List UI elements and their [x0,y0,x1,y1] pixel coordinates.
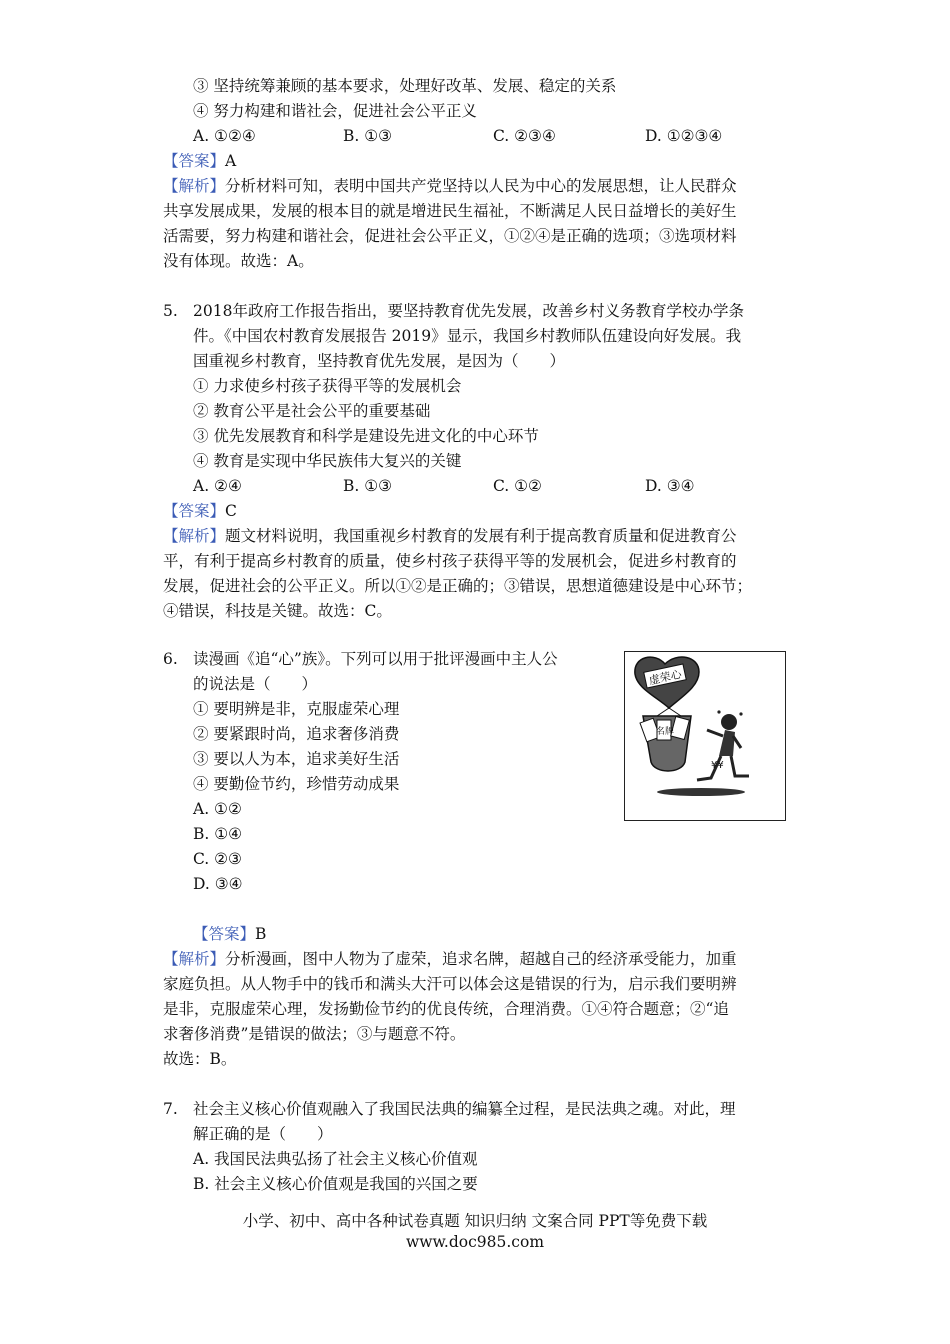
q5-item-4: ④ 教育是实现中华民族伟大复兴的关键 [193,452,462,470]
q6-answer [193,923,266,945]
q5-stem-2: 件。《中国农村教育发展报告 2019》显示，我国乡村教师队伍建设向好发展。我 [193,327,742,345]
q4-analysis-line-1 [163,175,737,197]
q6-analysis-line-5: 故选：B。 [163,1050,237,1068]
answer-value: A [225,152,237,170]
q6-analysis-line-2: 家庭负担。从人物手中的钱币和满头大汗可以体会这是错误的行为，启示我们要明辨 [163,975,737,993]
q4-option-c: C. ②③④ [493,127,556,145]
q5-option-a: A. ②④ [193,477,242,495]
analysis-text: 分析材料可知，表明中国共产党坚持以人民为中心的发展思想，让人民群众 [225,177,737,195]
answer-tag: 【答案】 [193,925,256,943]
q6-stem-2: 的说法是（ ） [193,675,318,693]
q6-analysis-line-3: 是非，克服虚荣心理，发扬勤俭节约的优良传统，合理消费。①④符合题意；②“追 [163,1000,729,1018]
q5-item-3: ③ 优先发展教育和科学是建设先进文化的中心环节 [193,427,539,445]
q7-stem-2: 解正确的是（ ） [193,1125,333,1143]
q6-analysis-line-1 [163,948,737,970]
answer-tag: 【答案】 [163,152,226,170]
q4-option-b: B. ①③ [343,127,393,145]
q6-option-d: D. ③④ [193,875,243,893]
analysis-text: 分析漫画，图中人物为了虚荣，追求名牌，超越自己的经济承受能力，加重 [225,950,737,968]
analysis-tag: 【解析】 [163,950,226,968]
analysis-tag: 【解析】 [163,527,226,545]
analysis-text: 题文材料说明，我国重视乡村教育的发展有利于提高教育质量和促进教育公 [225,527,737,545]
answer-tag: 【答案】 [163,502,226,520]
q6-analysis-line-4: 求奢侈消费”是错误的做法；③与题意不符。 [163,1025,466,1043]
q6-option-a: A. ①② [193,800,242,818]
cartoon-bag-text: 名牌 [655,727,675,737]
footer-line-1: 小学、初中、高中各种试卷真题 知识归纳 文案合同 PPT等免费下载 [242,1212,708,1230]
cartoon-heart-text: 虚荣心 [647,667,683,688]
q4-option-d: D. ①②③④ [645,127,723,145]
q5-number: 5. [163,302,178,320]
q6-option-c: C. ②③ [193,850,242,868]
q5-answer [163,500,237,522]
q7-stem-1: 社会主义核心价值观融入了我国民法典的编纂全过程，是民法典之魂。对此，理 [193,1100,736,1118]
analysis-tag: 【解析】 [163,177,226,195]
q5-item-2: ② 教育公平是社会公平的重要基础 [193,402,431,420]
q5-analysis-line-3: 发展，促进社会的公平正义。所以①②是正确的；③错误，思想道德建设是中心环节； [163,577,753,595]
q6-item-2: ② 要紧跟时尚，追求奢侈消费 [193,725,400,743]
q5-item-1: ① 力求使乡村孩子获得平等的发展机会 [193,377,462,395]
q5-analysis-line-1 [163,525,737,547]
q6-item-1: ① 要明辨是非，克服虚荣心理 [193,700,400,718]
q7-option-b: B. 社会主义核心价值观是我国的兴国之要 [193,1175,478,1193]
q5-option-c: C. ①② [493,477,542,495]
q7-number: 7. [163,1100,178,1118]
q5-option-d: D. ③④ [645,477,695,495]
q6-item-4: ④ 要勤俭节约，珍惜劳动成果 [193,775,400,793]
q5-analysis-line-2: 平，有利于提高乡村教育的质量，使乡村孩子获得平等的发展机会，促进乡村教育的 [163,552,737,570]
q4-analysis-line-3: 活需要，努力构建和谐社会，促进社会公平正义，①②④是正确的选项；③选项材料 [163,227,737,245]
q5-analysis-line-4: ④错误，科技是关键。故选：C。 [163,602,392,620]
q5-option-b: B. ①③ [343,477,393,495]
answer-value: B [255,925,267,943]
q5-stem-3: 国重视乡村教育，坚持教育优先发展，是因为（ ） [193,352,566,370]
q4-option-a: A. ①②④ [193,127,256,145]
cartoon-money-text: ¥¥ [711,760,724,771]
q6-option-b: B. ①④ [193,825,243,843]
q6-number: 6. [163,650,178,668]
q4-item-3: ③ 坚持统筹兼顾的基本要求，处理好改革、发展、稳定的关系 [193,77,617,95]
answer-value: C [225,502,237,520]
cartoon-drawing [625,652,785,820]
q4-item-4: ④ 努力构建和谐社会，促进社会公平正义 [193,102,477,120]
q5-stem-1: 2018年政府工作报告指出，要坚持教育优先发展，改善乡村义务教育学校办学条 [193,302,744,320]
q6-item-3: ③ 要以人为本，追求美好生活 [193,750,400,768]
footer-url[interactable]: www.doc985.com [405,1233,545,1251]
q4-analysis-line-2: 共享发展成果，发展的根本目的就是增进民生福祉，不断满足人民日益增长的美好生 [163,202,737,220]
q7-option-a: A. 我国民法典弘扬了社会主义核心价值观 [193,1150,478,1168]
q4-analysis-line-4: 没有体现。故选：A。 [163,252,314,270]
q4-answer [163,150,236,172]
q6-stem-1: 读漫画《追“心”族》。下列可以用于批评漫画中主人公 [193,650,558,668]
cartoon-image [624,651,786,821]
